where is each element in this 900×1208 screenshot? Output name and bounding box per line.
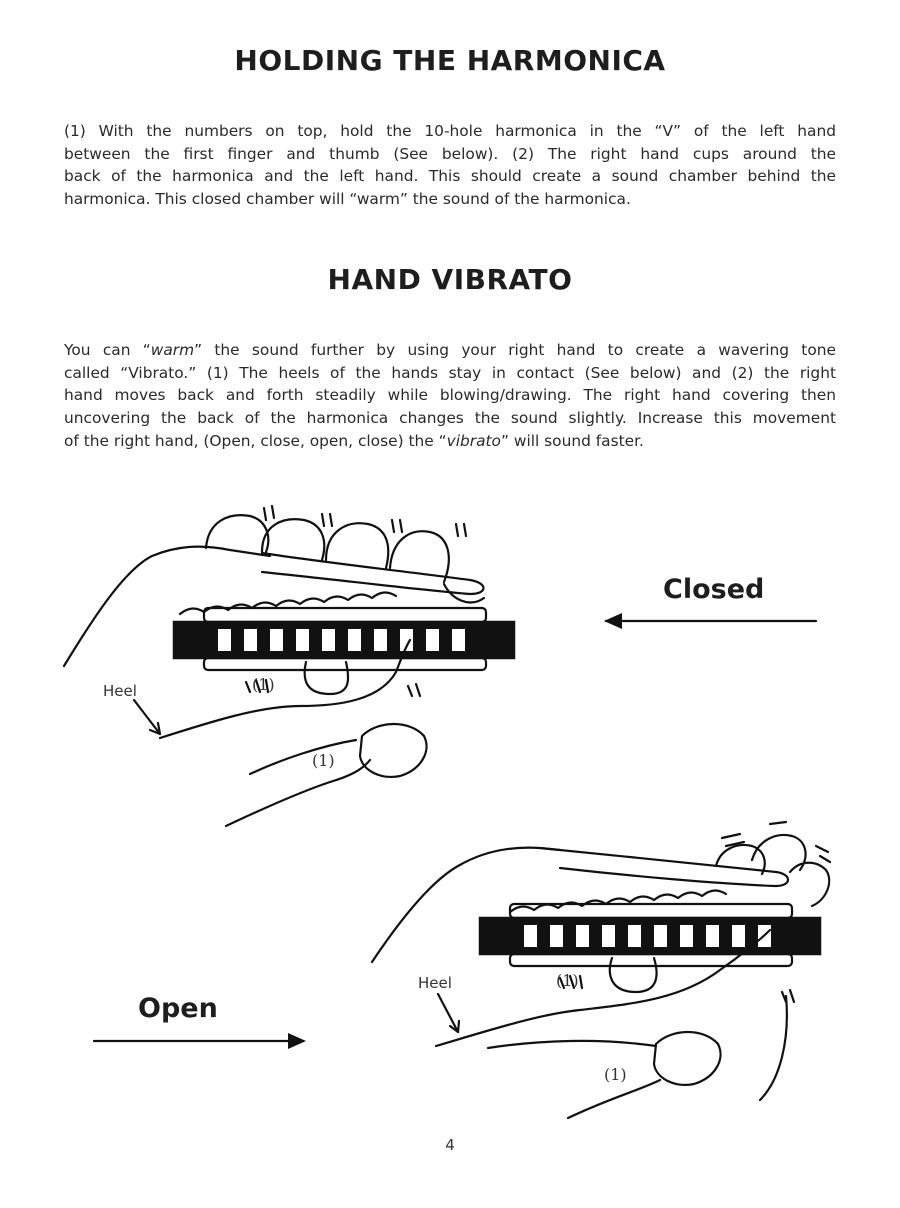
holding-line-1: (1) With the numbers on top, hold the 10-hole harmonica in the “V” of the left hand [64,122,836,140]
closed-fingertip-1 [206,515,268,552]
open-marker-2: (1) [604,1065,627,1084]
open-lower-thumb [654,1032,721,1085]
closed-heel-arrow [134,700,160,734]
open-harmonica [480,904,820,966]
open-marker-1: (1) [556,971,579,990]
vibrato-line-2: called “Vibrato.” (1) The heels of the hands stay in contact (See below) and (2) the right [64,363,836,382]
closed-fingertip-3 [326,523,388,568]
holding-line-4: harmonica. This closed chamber will “warm” the sound of the harmonica. [64,190,631,209]
open-fingertip-3 [790,863,829,906]
page-number: 4 [445,1136,455,1154]
vibrato-line-3: hand moves back and forth steadily while blowing/drawing. The right hand covering then [64,386,836,405]
holding-line-2: between the first finger and thumb (See below). (2) The right hand cups around the [64,144,836,163]
closed-thumb [262,553,484,594]
closed-heel-label: Heel [103,682,137,700]
holding-line-3: back of the harmonica and the left hand. This should create a sound chamber behind the [64,167,836,186]
closed-marker-1: (1) [252,675,275,694]
closed-harmonica [174,608,514,670]
open-thumb [540,848,788,886]
vibrato-line-4: uncovering the back of the harmonica changes the sound slightly. Increase this movement [64,409,836,428]
vibrato-line-5: of the right hand, (Open, close, open, close) the “vibrato” will sound faster. [64,431,644,450]
closed-label: Closed [663,574,765,605]
section-title-holding: HOLDING THE HARMONICA [234,44,666,77]
open-label: Open [138,993,218,1024]
closed-hands-drawing [64,506,816,826]
open-heel-arrow [438,994,458,1032]
open-hands-drawing [94,822,830,1118]
closed-lower-thumb [360,724,427,777]
closed-marker-2: (1) [312,751,335,770]
section-title-vibrato: HAND VIBRATO [327,263,573,296]
vibrato-line-1: You can “warm” the sound further by using your right hand to create a wavering tone [64,341,836,359]
open-heel-label: Heel [418,974,452,992]
